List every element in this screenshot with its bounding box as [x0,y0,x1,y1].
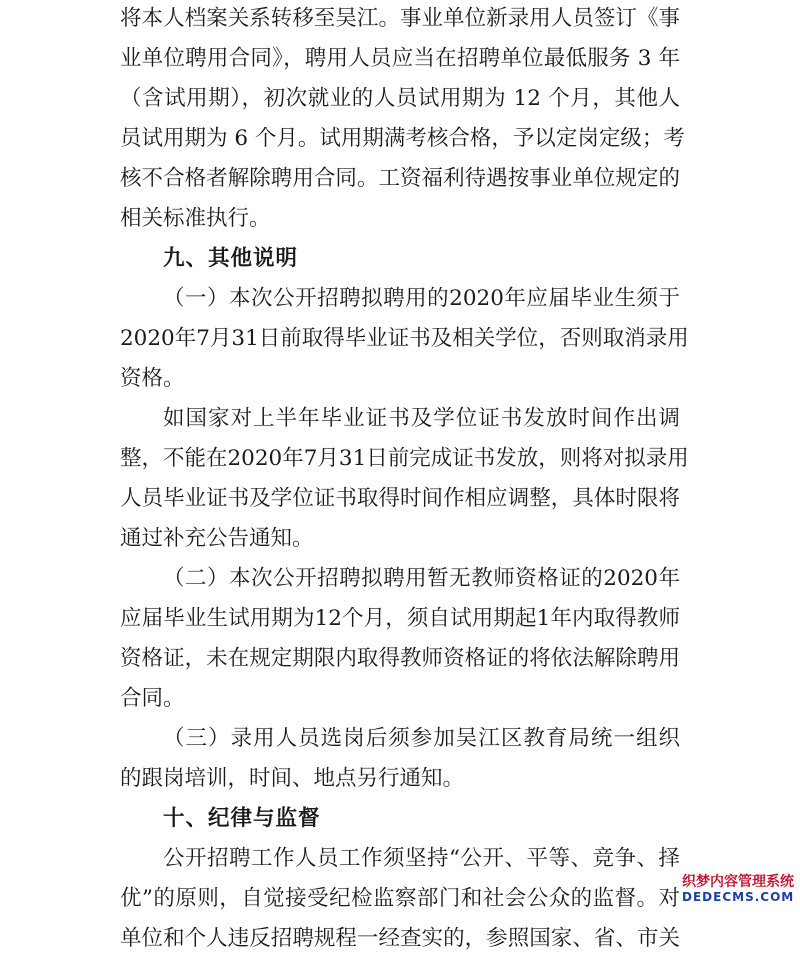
paragraph-line: 人员毕业证书及学位证书取得时间作相应调整，具体时限将 [120,486,680,511]
paragraph-line: （三）录用人员选岗后须参加吴江区教育局统一组织 [163,726,680,751]
section-heading-other-notes: 九、其他说明 [163,246,299,271]
paragraph-line: 应届毕业生试用期为12个月，须自试用期起1年内取得教师 [120,606,680,631]
paragraph-line: 整，不能在2020年7月31日前完成证书发放，则将对拟录用 [120,446,689,471]
paragraph-line: 相关标准执行。 [120,206,271,231]
paragraph-line: 资格。 [120,366,185,391]
paragraph-line: 单位和个人违反招聘规程一经查实的，参照国家、省、市关 [120,926,680,951]
paragraph-line: （含试用期），初次就业的人员试用期为 12 个月，其他人 [120,86,680,111]
paragraph-line: 通过补充公告通知。 [120,526,314,551]
paragraph-line: 员试用期为 6 个月。试用期满考核合格，予以定岗定级；考 [120,126,685,151]
paragraph-line: 如国家对上半年毕业证书及学位证书发放时间作出调 [163,406,680,431]
paragraph-line: 的跟岗培训，时间、地点另行通知。 [120,766,465,791]
paragraph-line: 优”的原则，自觉接受纪检监察部门和社会公众的监督。对 [120,886,680,911]
paragraph-line: 2020年7月31日前取得毕业证书及相关学位，否则取消录用 [120,326,689,351]
paragraph-line: （二）本次公开招聘拟聘用暂无教师资格证的2020年 [163,566,680,591]
paragraph-line: 公开招聘工作人员工作须坚持“公开、平等、竞争、择 [163,846,680,871]
paragraph-line: 业单位聘用合同》，聘用人员应当在招聘单位最低服务 3 年 [120,46,680,71]
watermark-text-en: DEDECMS.COM [682,890,795,904]
paragraph-line: 资格证，未在规定期限内取得教师资格证的将依法解除聘用 [120,646,680,671]
paragraph-line: 核不合格者解除聘用合同。工资福利待遇按事业单位规定的 [120,166,680,191]
paragraph-line: 将本人档案关系转移至吴江。事业单位新录用人员签订《事 [120,6,680,31]
paragraph-line: （一）本次公开招聘拟聘用的2020年应届毕业生须于 [163,286,680,311]
watermark-text-cn: 织梦内容管理系统 [682,874,794,890]
section-heading-discipline-supervision: 十、纪律与监督 [163,806,321,831]
paragraph-line: 合同。 [120,686,185,711]
watermark-logo [682,875,794,903]
